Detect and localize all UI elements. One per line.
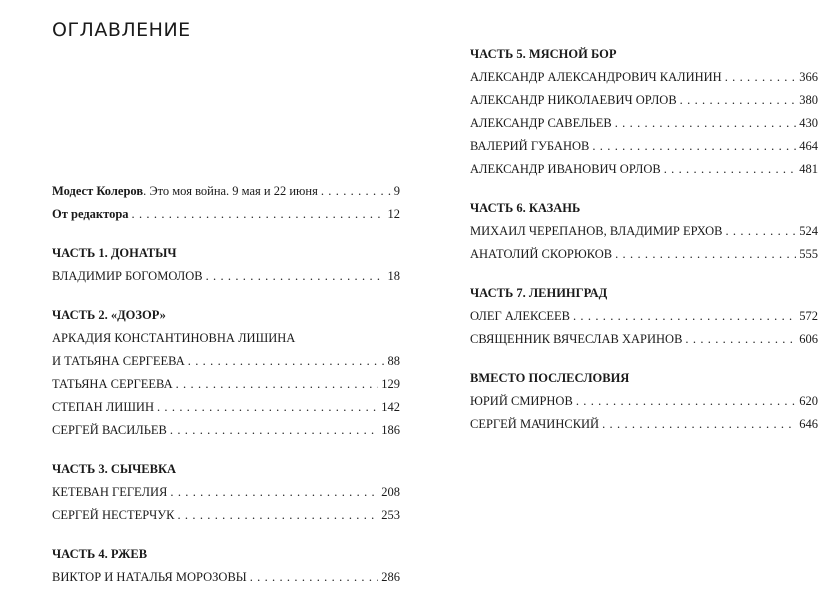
toc-entry[interactable]: [470, 390, 818, 413]
page-number: 88: [387, 354, 400, 368]
page-number: 481: [799, 162, 818, 176]
leader-dots: [321, 180, 391, 203]
leader-dots: [680, 89, 797, 112]
toc-entry-label: СЕРГЕЙ МАЧИНСКИЙ: [470, 417, 600, 431]
toc-entry-label: АЛЕКСАНДР АЛЕКСАНДРОВИЧ КАЛИНИН: [470, 70, 722, 84]
page-number: 208: [381, 485, 400, 499]
leader-dots: [615, 243, 796, 266]
toc-entry[interactable]: [470, 328, 818, 351]
toc-section: [52, 458, 400, 527]
page-number: 380: [799, 93, 818, 107]
page-number: 620: [799, 394, 818, 408]
toc-entry-label: СЕРГЕЙ ВАСИЛЬЕВ: [52, 423, 167, 437]
toc-entry-label: ТАТЬЯНА СЕРГЕЕВА: [52, 377, 173, 391]
leader-dots: [725, 220, 796, 243]
section-heading: ЧАСТЬ 5. МЯСНОЙ БОР: [470, 47, 617, 61]
page-number: 18: [387, 269, 400, 283]
toc-entry-label: И ТАТЬЯНА СЕРГЕЕВА: [52, 354, 185, 368]
page-number: 9: [393, 184, 400, 198]
toc-section: [52, 304, 400, 442]
leader-dots: [615, 112, 797, 135]
toc-entry[interactable]: [52, 396, 400, 419]
page-number: 524: [799, 224, 818, 238]
page-number: 464: [799, 139, 818, 153]
leader-dots: [725, 66, 797, 89]
section-heading: ЧАСТЬ 4. РЖЕВ: [52, 547, 148, 561]
toc-entry-label: ВАЛЕРИЙ ГУБАНОВ: [470, 139, 590, 153]
leader-dots: [576, 390, 796, 413]
section-heading: ЧАСТЬ 1. ДОНАТЫЧ: [52, 246, 177, 260]
leader-dots: [170, 419, 378, 442]
page-number: 430: [799, 116, 818, 130]
toc-entry[interactable]: [52, 481, 400, 504]
toc-entry[interactable]: [470, 220, 818, 243]
author-name: Модест Колеров: [52, 184, 144, 198]
toc-entry[interactable]: [52, 180, 400, 203]
section-heading: ЧАСТЬ 6. КАЗАНЬ: [470, 201, 581, 215]
toc-entry-label-line[interactable]: АРКАДИЯ КОНСТАНТИНОВНА ЛИШИНА: [52, 331, 296, 345]
toc-column-left: [52, 180, 400, 589]
toc-entry[interactable]: [470, 413, 818, 436]
toc-entry[interactable]: [470, 243, 818, 266]
toc-section: [470, 282, 818, 351]
toc-entry-label: СТЕПАН ЛИШИН: [52, 400, 154, 414]
section-heading: ВМЕСТО ПОСЛЕСЛОВИЯ: [470, 371, 630, 385]
toc-entry-label: ЮРИЙ СМИРНОВ: [470, 394, 573, 408]
toc-section: [470, 367, 818, 436]
toc-entry-label: ОЛЕГ АЛЕКСЕЕВ: [470, 309, 570, 323]
page-number: 129: [381, 377, 400, 391]
leader-dots: [157, 396, 378, 419]
toc-entry[interactable]: [470, 66, 818, 89]
section-heading: ЧАСТЬ 2. «ДОЗОР»: [52, 308, 166, 322]
page-number: 286: [381, 570, 400, 584]
toc-entry-label: МИХАИЛ ЧЕРЕПАНОВ, ВЛАДИМИР ЕРХОВ: [470, 224, 723, 238]
leader-dots: [206, 265, 385, 288]
page-number: 12: [387, 207, 400, 221]
leader-dots: [685, 328, 796, 351]
leader-dots: [132, 203, 385, 226]
leader-dots: [188, 350, 385, 373]
toc-entry-label: ВИКТОР И НАТАЛЬЯ МОРОЗОВЫ: [52, 570, 247, 584]
page-number: 572: [799, 309, 818, 323]
toc-column-right: [470, 43, 818, 436]
toc-entry[interactable]: [52, 419, 400, 442]
toc-entry[interactable]: [52, 265, 400, 288]
leader-dots: [170, 481, 378, 504]
toc-section: [470, 43, 818, 181]
toc-intro: [52, 180, 400, 226]
section-heading: ЧАСТЬ 7. ЛЕНИНГРАД: [470, 286, 608, 300]
toc-entry[interactable]: [470, 305, 818, 328]
toc-entry-label: [52, 180, 318, 203]
page-number: 186: [381, 423, 400, 437]
entry-title: От редактора: [52, 207, 129, 221]
toc-section: [470, 197, 818, 266]
entry-title: . Это моя война. 9 мая и 22 июня: [143, 184, 318, 198]
page-title: ОГЛАВЛЕНИЕ: [52, 19, 191, 41]
toc-entry-label: АНАТОЛИЙ СКОРЮКОВ: [470, 247, 613, 261]
toc-entry-label: ВЛАДИМИР БОГОМОЛОВ: [52, 269, 203, 283]
page-number: 606: [799, 332, 818, 346]
toc-entry[interactable]: [470, 135, 818, 158]
toc-entry[interactable]: [52, 373, 400, 396]
toc-entry-label: АЛЕКСАНДР САВЕЛЬЕВ: [470, 116, 612, 130]
toc-entry[interactable]: [52, 203, 400, 226]
leader-dots: [573, 305, 796, 328]
toc-entry-label: СВЯЩЕННИК ВЯЧЕСЛАВ ХАРИНОВ: [470, 332, 683, 346]
toc-entry-label: АЛЕКСАНДР НИКОЛАЕВИЧ ОРЛОВ: [470, 93, 677, 107]
leader-dots: [592, 135, 796, 158]
toc-entry-label: КЕТЕВАН ГЕГЕЛИЯ: [52, 485, 168, 499]
page-number: 253: [381, 508, 400, 522]
page-number: 142: [381, 400, 400, 414]
page-number: 366: [799, 70, 818, 84]
toc-entry-label: СЕРГЕЙ НЕСТЕРЧУК: [52, 508, 175, 522]
section-heading: ЧАСТЬ 3. СЫЧЕВКА: [52, 462, 177, 476]
toc-entry-label: [52, 203, 129, 226]
leader-dots: [250, 566, 379, 589]
toc-entry[interactable]: [52, 566, 400, 589]
leader-dots: [664, 158, 797, 181]
toc-entry[interactable]: [470, 89, 818, 112]
toc-section: [52, 242, 400, 288]
page-number: 555: [799, 247, 818, 261]
toc-section: [52, 543, 400, 589]
toc-entry-label: АЛЕКСАНДР ИВАНОВИЧ ОРЛОВ: [470, 162, 661, 176]
toc-entry[interactable]: [52, 504, 400, 527]
toc-entry[interactable]: [470, 158, 818, 181]
leader-dots: [176, 373, 379, 396]
leader-dots: [177, 504, 378, 527]
toc-entry[interactable]: [52, 350, 400, 373]
page-number: 646: [799, 417, 818, 431]
toc-entry[interactable]: [470, 112, 818, 135]
leader-dots: [602, 413, 796, 436]
